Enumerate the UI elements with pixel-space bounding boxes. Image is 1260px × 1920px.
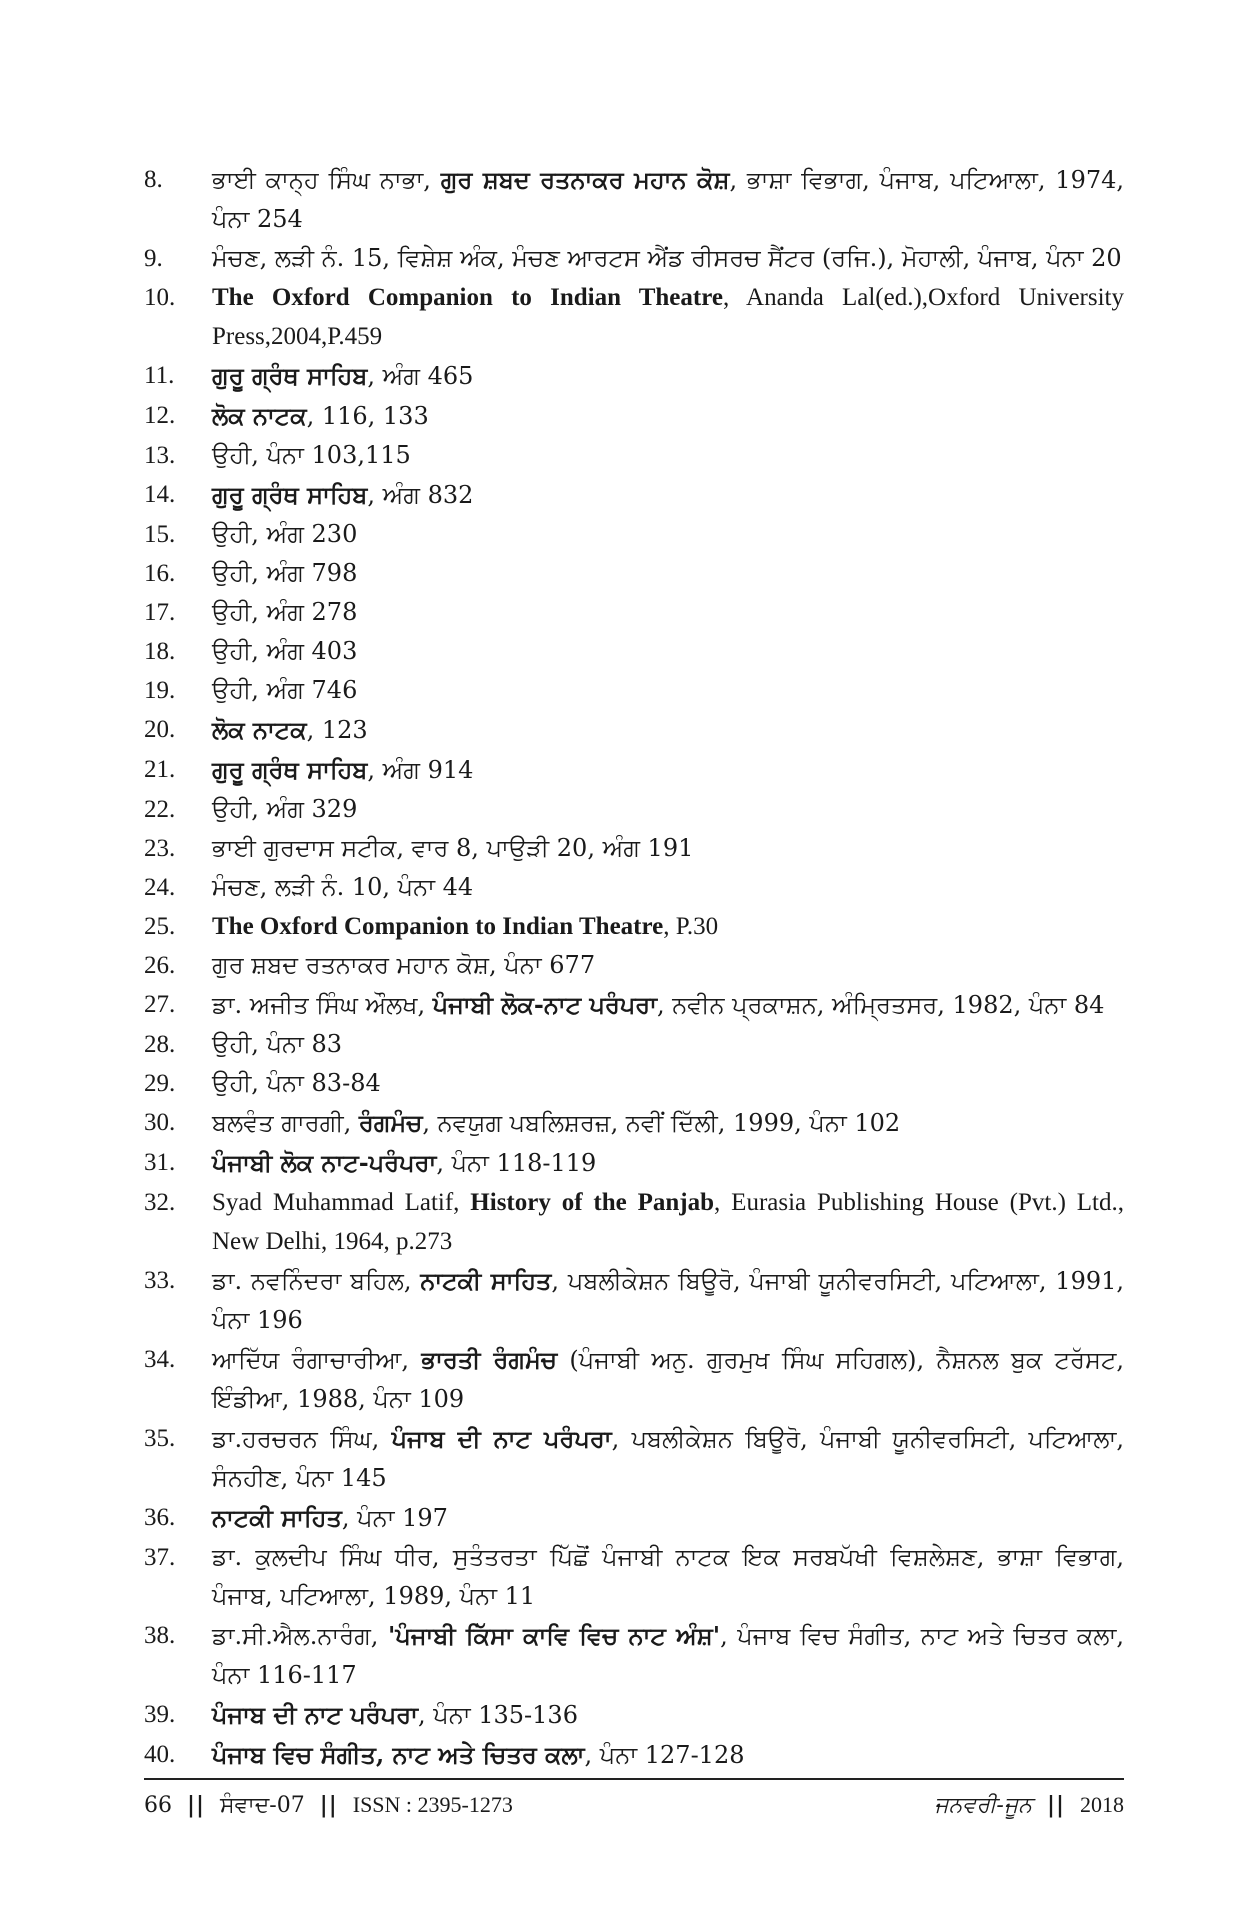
reference-title: ਨਾਟਕੀ ਸਾਹਿਤ <box>212 1503 342 1532</box>
reference-item <box>144 1261 1124 1340</box>
reference-segment: , ਪੰਨਾ 135-136 <box>418 1701 578 1729</box>
reference-text <box>212 436 1124 475</box>
reference-text <box>212 671 1124 710</box>
footer-separator: || <box>319 1792 338 1818</box>
reference-segment: , ਅੰਗ 465 <box>367 362 474 390</box>
reference-segment: , ਨਵੀਨ ਪ੍ਰਕਾਸ਼ਨ, ਅੰਮ੍ਰਿਤਸਰ, 1982, ਪੰਨਾ 84 <box>657 991 1105 1019</box>
reference-item <box>144 710 1124 750</box>
reference-text <box>212 632 1124 671</box>
issue-months: ਜਨਵਰੀ-ਜੂਨ <box>934 1793 1032 1818</box>
reference-item <box>144 593 1124 632</box>
reference-segment: , ਪੰਨਾ 127-128 <box>584 1741 745 1769</box>
reference-segment: , Ananda Lal(ed.),Oxford University Press,2004,P.459 <box>212 284 1124 350</box>
reference-text <box>212 1419 1124 1498</box>
reference-segment: , ਪਬਲੀਕੇਸ਼ਨ ਬਿਊਰੋ, ਪੰਜਾਬੀ ਯੂਨੀਵਰਸਿਟੀ, ਪਟਿਆਲਾ, 1991, ਪੰਨਾ 196 <box>212 1267 1125 1334</box>
reference-number: 30. <box>144 1109 176 1136</box>
reference-title: ਗੁਰ ਸ਼ਬਦ ਰਤਨਾਕਰ ਮਹਾਨ ਕੋਸ਼ <box>440 165 730 194</box>
reference-text <box>212 1025 1124 1064</box>
reference-segment: ਉਹੀ, ਅੰਗ 278 <box>212 598 358 626</box>
reference-text <box>212 1735 1124 1775</box>
reference-item <box>144 1025 1124 1064</box>
reference-number: 12. <box>144 402 176 429</box>
reference-text <box>212 1538 1124 1616</box>
reference-title: ਪੰਜਾਬੀ ਲੋਕ-ਨਾਟ ਪਰੰਪਰਾ <box>432 990 658 1019</box>
reference-title: ਪੰਜਾਬ ਦੀ ਨਾਟ ਪਰੰਪਰਾ <box>212 1700 419 1729</box>
reference-text <box>212 790 1124 829</box>
reference-number: 35. <box>144 1425 176 1452</box>
reference-item <box>144 1183 1124 1261</box>
reference-text <box>212 907 1124 946</box>
reference-text <box>212 278 1124 356</box>
reference-segment: ਉਹੀ, ਅੰਗ 746 <box>212 676 358 704</box>
reference-text <box>212 1183 1124 1261</box>
reference-segment: ਬਲਵੰਤ ਗਾਰਗੀ, <box>212 1109 359 1137</box>
reference-title: ਪੰਜਾਬ ਦੀ ਨਾਟ ਪਰੰਪਰਾ <box>391 1424 612 1453</box>
reference-title: ਪੰਜਾਬ ਵਿਚ ਸੰਗੀਤ, ਨਾਟ ਅਤੇ ਚਿਤਰ ਕਲਾ <box>212 1740 585 1769</box>
reference-text <box>212 829 1124 868</box>
journal-name: ਸੰਵਾਦ-07 <box>220 1793 305 1818</box>
reference-title: The Oxford Companion to Indian Theatre <box>212 284 723 311</box>
reference-segment: ਡਾ.ਹਰਚਰਨ ਸਿੰਘ, <box>212 1425 392 1453</box>
reference-number: 31. <box>144 1149 176 1176</box>
reference-segment: ਗੁਰ ਸ਼ਬਦ ਰਤਨਾਕਰ ਮਹਾਨ ਕੋਸ਼, ਪੰਨਾ 677 <box>212 951 596 979</box>
reference-text <box>212 1340 1124 1419</box>
reference-text <box>212 554 1124 593</box>
reference-item <box>144 1695 1124 1735</box>
reference-title: History of the Panjab <box>470 1189 715 1216</box>
reference-segment: (ਪੰਜਾਬੀ ਅਨੁ. ਗੁਰਮੁਖ ਸਿੰਘ ਸਹਿਗਲ), ਨੈਸ਼ਨਲ ਬੁਕ ਟਰੱਸਟ, ਇੰਡੀਆ, 1988, ਪੰਨਾ 109 <box>212 1346 1124 1413</box>
reference-item <box>144 1616 1124 1695</box>
reference-text <box>212 475 1124 515</box>
reference-number: 23. <box>144 835 176 862</box>
reference-item <box>144 436 1124 475</box>
reference-number: 15. <box>144 521 176 548</box>
reference-segment: , 116, 133 <box>306 402 429 430</box>
reference-segment: , ਪੰਜਾਬ ਵਿਚ ਸੰਗੀਤ, ਨਾਟ ਅਤੇ ਚਿਤਰ ਕਲਾ, ਪੰਨਾ 116-117 <box>212 1622 1124 1689</box>
reference-number: 29. <box>144 1070 176 1097</box>
reference-segment: , ਪੰਨਾ 118-119 <box>436 1149 597 1177</box>
reference-segment: , ਨਵਯੁਗ ਪਬਲਿਸ਼ਰਜ਼, ਨਵੀਂ ਦਿੱਲੀ, 1999, ਪੰਨਾ 102 <box>422 1109 901 1137</box>
footer-separator: || <box>1046 1792 1065 1818</box>
reference-segment: ਡਾ.ਸੀ.ਐਲ.ਨਾਰੰਗ, <box>212 1622 388 1650</box>
reference-number: 14. <box>144 481 176 508</box>
reference-text <box>212 1103 1124 1143</box>
reference-text <box>212 985 1124 1025</box>
reference-item <box>144 1498 1124 1538</box>
reference-segment: ਉਹੀ, ਪੰਨਾ 83-84 <box>212 1069 381 1097</box>
reference-number: 36. <box>144 1504 176 1531</box>
reference-number: 40. <box>144 1741 176 1768</box>
reference-segment: ਡਾ. ਨਵਨਿੰਦਰਾ ਬਹਿਲ, <box>212 1267 421 1295</box>
reference-number: 32. <box>144 1189 176 1216</box>
reference-number: 19. <box>144 677 176 704</box>
reference-item <box>144 790 1124 829</box>
reference-item <box>144 671 1124 710</box>
reference-text <box>212 515 1124 554</box>
reference-list <box>144 160 1124 1775</box>
reference-item <box>144 1103 1124 1143</box>
reference-item <box>144 239 1124 278</box>
reference-item <box>144 750 1124 790</box>
reference-number: 33. <box>144 1267 176 1294</box>
reference-text <box>212 868 1124 907</box>
reference-number: 21. <box>144 756 176 783</box>
reference-item <box>144 278 1124 356</box>
reference-number: 34. <box>144 1346 176 1373</box>
reference-number: 9. <box>144 245 163 272</box>
reference-segment: ਮੰਚਣ, ਲੜੀ ਨੰ. 10, ਪੰਨਾ 44 <box>212 873 474 901</box>
reference-number: 27. <box>144 991 176 1018</box>
reference-text <box>212 160 1124 239</box>
issue-year: 2018 <box>1080 1792 1124 1817</box>
reference-number: 11. <box>144 362 175 389</box>
reference-segment: ਭਾਈ ਗੁਰਦਾਸ ਸਟੀਕ, ਵਾਰ 8, ਪਾਉੜੀ 20, ਅੰਗ 191 <box>212 834 694 862</box>
reference-number: 38. <box>144 1622 176 1649</box>
reference-segment: ਮੰਚਣ, ਲੜੀ ਨੰ. 15, ਵਿਸ਼ੇਸ਼ ਅੰਕ, ਮੰਚਣ ਆਰਟਸ ਐਂਡ ਰੀਸਰਚ ਸੈਂਟਰ (ਰਜਿ.), ਮੋਹਾਲੀ, ਪੰਜਾਬ, ਪੰਨਾ 20 <box>212 244 1122 272</box>
reference-item <box>144 868 1124 907</box>
reference-title: The Oxford Companion to Indian Theatre <box>212 913 664 940</box>
footer-separator: || <box>187 1792 206 1818</box>
reference-title: ਨਾਟਕੀ ਸਾਹਿਤ <box>420 1266 552 1295</box>
reference-text <box>212 356 1124 396</box>
reference-item <box>144 829 1124 868</box>
reference-item <box>144 1538 1124 1616</box>
reference-number: 13. <box>144 442 176 469</box>
reference-segment: ਉਹੀ, ਅੰਗ 230 <box>212 520 358 548</box>
reference-text <box>212 239 1124 278</box>
reference-number: 22. <box>144 796 176 823</box>
reference-segment: , ਭਾਸ਼ਾ ਵਿਭਾਗ, ਪੰਜਾਬ, ਪਟਿਆਲਾ, 1974, ਪੰਨਾ 254 <box>212 166 1125 233</box>
reference-segment: , ਪੰਨਾ 197 <box>341 1504 448 1532</box>
reference-item <box>144 1340 1124 1419</box>
reference-text <box>212 946 1124 985</box>
reference-number: 25. <box>144 913 176 940</box>
reference-title: ਗੁਰੂ ਗ੍ਰੰਥ ਸਾਹਿਬ <box>212 755 368 784</box>
reference-segment: ਉਹੀ, ਪੰਨਾ 83 <box>212 1030 343 1058</box>
reference-text <box>212 1261 1124 1340</box>
reference-title: ਗੁਰੂ ਗ੍ਰੰਥ ਸਾਹਿਬ <box>212 361 368 390</box>
reference-segment: Syad Muhammad Latif, <box>212 1189 471 1216</box>
reference-number: 24. <box>144 874 176 901</box>
reference-segment: , ਅੰਗ 914 <box>367 756 474 784</box>
reference-text <box>212 1695 1124 1735</box>
reference-item <box>144 1735 1124 1775</box>
reference-number: 37. <box>144 1544 176 1571</box>
reference-item <box>144 515 1124 554</box>
issn: ISSN : 2395-1273 <box>352 1792 513 1817</box>
reference-title: ਗੁਰੂ ਗ੍ਰੰਥ ਸਾਹਿਬ <box>212 480 368 509</box>
reference-segment: ਉਹੀ, ਪੰਨਾ 103,115 <box>212 441 411 469</box>
reference-item <box>144 946 1124 985</box>
reference-title: ਲੋਕ ਨਾਟਕ <box>212 401 307 430</box>
footer-right <box>934 1792 1124 1818</box>
reference-item <box>144 554 1124 593</box>
footer-left <box>144 1792 513 1818</box>
reference-text <box>212 1064 1124 1103</box>
reference-text <box>212 1616 1124 1695</box>
reference-text <box>212 1498 1124 1538</box>
reference-title: ਰੰਗਮੰਚ <box>358 1108 423 1137</box>
reference-item <box>144 1419 1124 1498</box>
reference-number: 8. <box>144 166 163 193</box>
reference-number: 26. <box>144 952 176 979</box>
reference-title: 'ਪੰਜਾਬੀ ਕਿੱਸਾ ਕਾਵਿ ਵਿਚ ਨਾਟ ਅੰਸ਼' <box>388 1621 721 1650</box>
reference-text <box>212 1143 1124 1183</box>
reference-item <box>144 356 1124 396</box>
reference-title: ਲੋਕ ਨਾਟਕ <box>212 715 307 744</box>
reference-item <box>144 475 1124 515</box>
reference-item <box>144 907 1124 946</box>
reference-number: 18. <box>144 638 176 665</box>
reference-text <box>212 396 1124 436</box>
reference-number: 39. <box>144 1701 176 1728</box>
reference-title: ਭਾਰਤੀ ਰੰਗਮੰਚ <box>421 1345 558 1374</box>
reference-title: ਪੰਜਾਬੀ ਲੋਕ ਨਾਟ-ਪਰੰਪਰਾ <box>212 1148 437 1177</box>
reference-segment: ਡਾ. ਅਜੀਤ ਸਿੰਘ ਔਲਖ, <box>212 991 433 1019</box>
reference-segment: ਭਾਈ ਕਾਨ੍ਹ ਸਿੰਘ ਨਾਭਾ, <box>212 166 441 194</box>
reference-segment: ਉਹੀ, ਅੰਗ 329 <box>212 795 358 823</box>
reference-segment: , ਅੰਗ 832 <box>367 481 474 509</box>
reference-number: 28. <box>144 1031 176 1058</box>
reference-segment: ਉਹੀ, ਅੰਗ 798 <box>212 559 358 587</box>
reference-item <box>144 160 1124 239</box>
reference-segment: , P.30 <box>663 913 719 940</box>
reference-item <box>144 632 1124 671</box>
reference-text <box>212 710 1124 750</box>
reference-text <box>212 593 1124 632</box>
reference-number: 16. <box>144 560 176 587</box>
page-footer <box>144 1778 1124 1818</box>
reference-item <box>144 985 1124 1025</box>
reference-item <box>144 396 1124 436</box>
reference-segment: ਉਹੀ, ਅੰਗ 403 <box>212 637 358 665</box>
reference-text <box>212 750 1124 790</box>
reference-segment: , Eurasia Publishing House (Pvt.) Ltd., New Delhi, 1964, p.273 <box>212 1189 1124 1255</box>
reference-number: 17. <box>144 599 176 626</box>
reference-item <box>144 1143 1124 1183</box>
reference-item <box>144 1064 1124 1103</box>
reference-number: 20. <box>144 716 176 743</box>
page-number: 66 <box>144 1793 172 1818</box>
reference-segment: ਆਦਿੱਯ ਰੰਗਾਚਾਰੀਆ, <box>212 1346 422 1374</box>
reference-segment: , 123 <box>306 716 368 744</box>
reference-number: 10. <box>144 284 176 311</box>
reference-segment: ਡਾ. ਕੁਲਦੀਪ ਸਿੰਘ ਧੀਰ, ਸੁਤੰਤਰਤਾ ਪਿੱਛੋਂ ਪੰਜਾਬੀ ਨਾਟਕ ਇਕ ਸਰਬਪੱਖੀ ਵਿਸ਼ਲੇਸ਼ਣ, ਭਾਸ਼ਾ ਵਿਭਾਗ, ਪੰਜਾਬ, ਪਟਿਆਲਾ, 1989, ਪੰਨਾ 11 <box>212 1543 1124 1610</box>
reference-segment: , ਪਬਲੀਕੇਸ਼ਨ ਬਿਊਰੋ, ਪੰਜਾਬੀ ਯੂਨੀਵਰਸਿਟੀ, ਪਟਿਆਲਾ, ਸੰਨਹੀਣ, ਪੰਨਾ 145 <box>212 1425 1124 1492</box>
